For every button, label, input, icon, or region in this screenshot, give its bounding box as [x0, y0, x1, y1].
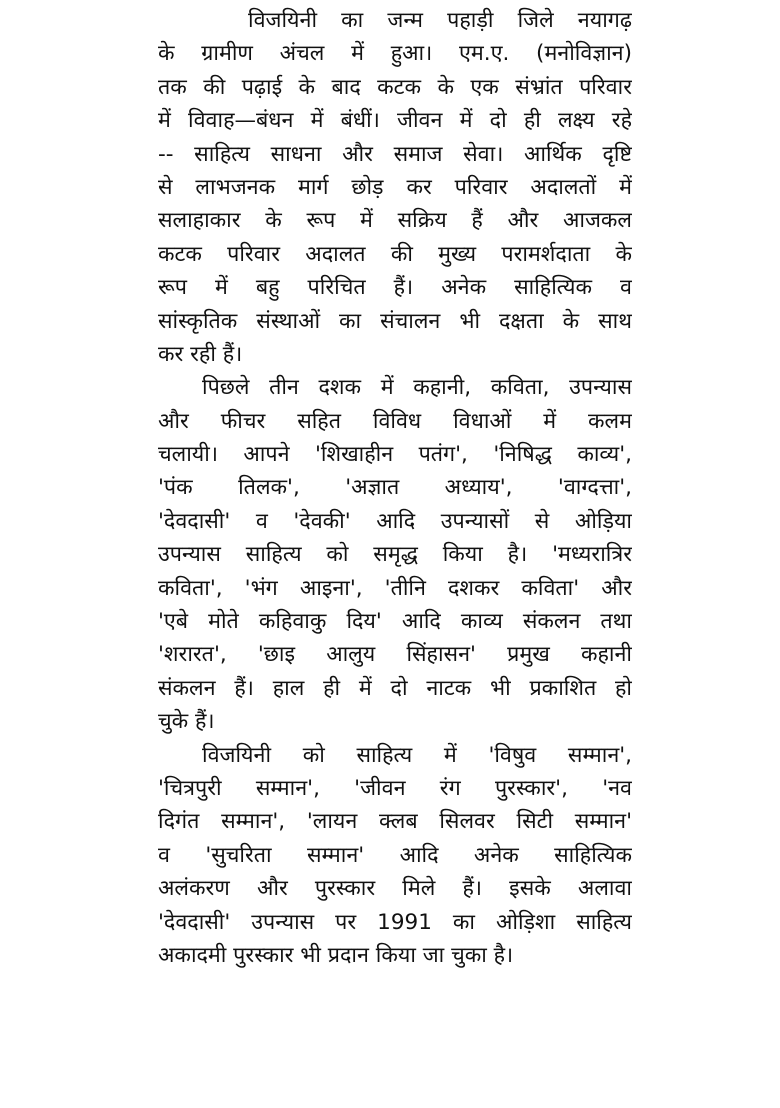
text-line: 'शरारत', 'छाइ आलुय सिंहासन' प्रमुख कहानी — [158, 642, 632, 668]
document-page — [158, 4, 632, 972]
text-line: विजयिनी को साहित्य में 'विषुव सम्मान', — [202, 742, 632, 768]
text-line: चलायी। आपने 'शिखाहीन पतंग', 'निषिद्ध काव्य', — [158, 442, 632, 468]
paragraph-birth-and-career — [158, 4, 632, 371]
text-line: रूप में बहु परिचित हैं। अनेक साहित्यिक व — [158, 275, 632, 301]
paragraph-literary-works — [158, 371, 632, 738]
text-line: विजयिनी का जन्म पहाड़ी जिले नयागढ़ — [248, 8, 632, 33]
text-line: अकादमी पुरस्कार भी प्रदान किया जा चुका है। — [158, 942, 514, 968]
text-line: -- साहित्य साधना और समाज सेवा। आर्थिक दृष्टि — [158, 141, 632, 167]
text-line: 'देवदासी' व 'देवकी' आदि उपन्यासों से ओड़िया — [158, 508, 632, 534]
text-line: कटक परिवार अदालत की मुख्य परामर्शदाता के — [158, 241, 632, 267]
text-line: चुके हैं। — [158, 709, 215, 735]
text-line: तक की पढ़ाई के बाद कटक के एक संभ्रांत परिवार — [158, 74, 632, 100]
text-line: 'एबे मोते कहिवाकु दिय' आदि काव्य संकलन तथा — [158, 609, 632, 635]
text-line: 'चित्रपुरी सम्मान', 'जीवन रंग पुरस्कार', 'नव — [158, 775, 632, 801]
text-line: में विवाह—बंधन में बंधीं। जीवन में दो ही लक्ष्य रहे — [158, 108, 632, 134]
paragraph-awards — [158, 739, 632, 973]
text-line: पिछले तीन दशक में कहानी, कविता, उपन्यास — [202, 375, 632, 401]
text-line: सांस्कृतिक संस्थाओं का संचालन भी दक्षता के साथ — [158, 308, 632, 334]
text-line: 'देवदासी' उपन्यास पर 1991 का ओड़िशा साहित्य — [158, 909, 632, 935]
text-line: और फीचर सहित विविध विधाओं में कलम — [158, 408, 632, 434]
text-line: अलंकरण और पुरस्कार मिले हैं। इसके अलावा — [158, 876, 632, 902]
text-line: व 'सुचरिता सम्मान' आदि अनेक साहित्यिक — [158, 842, 632, 868]
text-line: सलाहाकार के रूप में सक्रिय हैं और आजकल — [158, 208, 632, 234]
text-line: से लाभजनक मार्ग छोड़ कर परिवार अदालतों में — [158, 174, 632, 200]
text-line: 'पंक तिलक', 'अज्ञात अध्याय', 'वाग्दत्ता', — [158, 475, 632, 501]
text-line: दिगंत सम्मान', 'लायन क्लब सिलवर सिटी सम्मान' — [158, 809, 632, 835]
text-line: संकलन हैं। हाल ही में दो नाटक भी प्रकाशित हो — [158, 675, 632, 701]
text-line: के ग्रामीण अंचल में हुआ। एम.ए. (मनोविज्ञान) — [158, 41, 632, 67]
text-line: कर रही हैं। — [158, 341, 243, 367]
text-line: कविता', 'भंग आइना', 'तीनि दशकर कविता' और — [158, 575, 632, 601]
text-line: उपन्यास साहित्य को समृद्ध किया है। 'मध्यरात्रिर — [158, 542, 632, 568]
